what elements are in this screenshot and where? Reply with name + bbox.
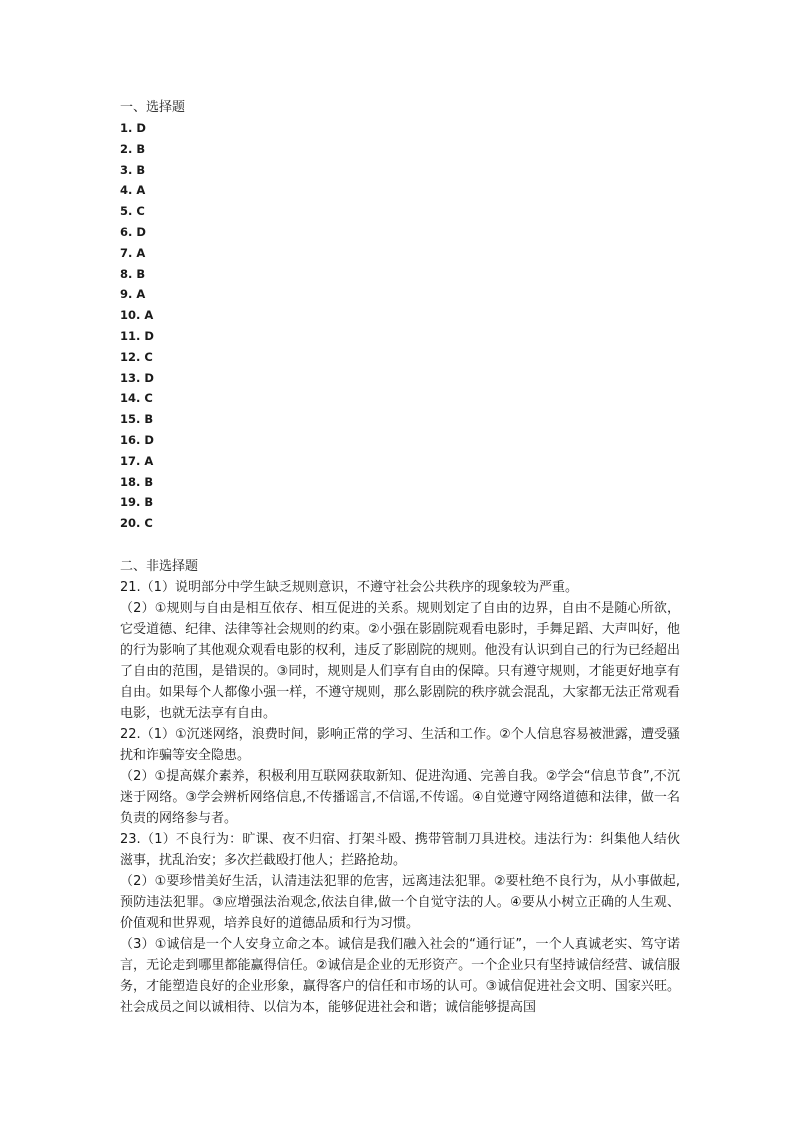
answer-item: 9. A	[120, 287, 146, 302]
answer-item: 12. C	[120, 349, 153, 364]
answer-item: 4. A	[120, 183, 146, 198]
answer-item: 2. B	[120, 141, 146, 156]
answer-item: 16. D	[120, 432, 154, 447]
answer-item: 10. A	[120, 308, 154, 323]
section-title-multiple-choice: 一、选择题	[120, 100, 186, 115]
answer-item: 20. C	[120, 516, 153, 531]
answer-key	[120, 97, 680, 1018]
section-spacer	[120, 534, 680, 556]
answer-paragraph-23-1: 23.（1）不良行为：旷课、夜不归宿、打架斗殴、携带管制刀具进校。违法行为：纠集他人结伙滋事，扰乱治安；多次拦截殴打他人；拦路抢劫。	[120, 831, 680, 868]
answer-paragraph-23-2: （2）①要珍惜美好生活，认清违法犯罪的危害，远离违法犯罪。②要杜绝不良行为，从小事做起,预防违法犯罪。③应增强法治观念,依法自律,做一个自觉守法的人。④要从小树立正确的人生观、价值观和世界观，培养良好的道德品质和行为习惯。	[120, 873, 680, 931]
answer-item: 11. D	[120, 328, 154, 343]
answer-item: 5. C	[120, 204, 145, 219]
section-title-non-multiple-choice: 二、非选择题	[120, 558, 199, 574]
answer-item: 17. A	[120, 453, 154, 468]
answer-item: 19. B	[120, 495, 154, 510]
answer-item: 3. B	[120, 162, 146, 177]
answer-item: 15. B	[120, 412, 154, 427]
answer-item: 13. D	[120, 370, 154, 385]
answer-paragraph-22-2: （2）①提高媒介素养，积极利用互联网获取新知、促进沟通、完善自我。②学会“信息节食”,不沉迷于网络。③学会辨析网络信息,不传播谣言,不信谣,不传谣。④自觉遵守网络道德和法律，做一名负责的网络参与者。	[120, 768, 680, 826]
answer-paragraph-22-1: 22.（1）①沉迷网络，浪费时间，影响正常的学习、生活和工作。②个人信息容易被泄露，遭受骚扰和诈骗等安全隐患。	[120, 726, 680, 763]
answer-item: 6. D	[120, 224, 146, 239]
answer-item: 7. A	[120, 245, 146, 260]
answer-item: 8. B	[120, 266, 146, 281]
multiple-choice-answer-list	[120, 118, 680, 534]
answer-item: 1. D	[120, 121, 146, 135]
answer-item: 18. B	[120, 474, 154, 489]
answer-paragraph-21-1: 21.（1）说明部分中学生缺乏规则意识，不遵守社会公共秩序的现象较为严重。	[120, 579, 578, 595]
answer-paragraph-23-3: （3）①诚信是一个人安身立命之本。诚信是我们融入社会的“通行证”，一个人真诚老实、笃守诺言，无论走到哪里都能赢得信任。②诚信是企业的无形资产。一个企业只有坚持诚信经营、诚信服务，才能塑造良好的企业形象，赢得客户的信任和市场的认可。③诚信促进社会文明、国家兴旺。社会成员之间以诚相待、以信为本，能够促进社会和谐；诚信能够提高国	[120, 936, 680, 1015]
answer-paragraph-21-2: （2）①规则与自由是相互依存、相互促进的关系。规则划定了自由的边界，自由不是随心所欲，它受道德、纪律、法律等社会规则的约束。②小强在影剧院观看电影时，手舞足蹈、大声叫好，他的行为影响了其他观众观看电影的权利，违反了影剧院的规则。他没有认识到自己的行为已经超出了自由的范围，是错误的。③同时，规则是人们享有自由的保障。只有遵守规则，才能更好地享有自由。如果每个人都像小强一样，不遵守规则，那么影剧院的秩序就会混乱，大家都无法正常观看电影，也就无法享有自由。	[120, 600, 680, 721]
answer-item: 14. C	[120, 391, 153, 406]
